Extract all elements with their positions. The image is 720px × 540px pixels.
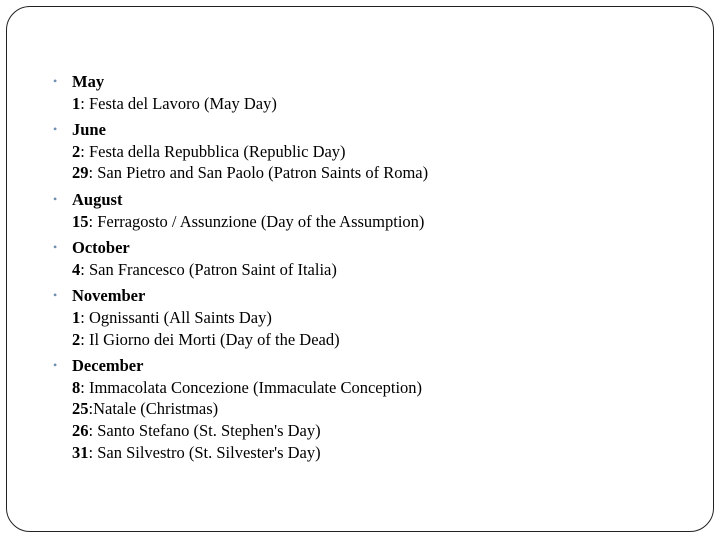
- slide-frame: [6, 6, 714, 532]
- holiday-description: : Il Giorno dei Morti (Day of the Dead): [80, 329, 340, 349]
- holiday-day: 1: [72, 307, 81, 327]
- bullet-icon: •: [53, 240, 58, 255]
- month-heading: November: [72, 286, 146, 306]
- holiday-day: 2: [72, 329, 81, 349]
- holiday-day: 4: [72, 259, 81, 279]
- month-november: [53, 285, 693, 350]
- holiday-day: 8: [72, 377, 81, 397]
- holiday-description: : Festa della Repubblica (Republic Day): [80, 141, 346, 161]
- holiday-description: : Santo Stefano (St. Stephen's Day): [88, 420, 321, 440]
- month-october: [53, 237, 693, 280]
- holiday-entry: [72, 259, 693, 281]
- holiday-description: : San Pietro and San Paolo (Patron Saints of Roma): [88, 163, 429, 183]
- holiday-description: : Festa del Lavoro (May Day): [80, 93, 277, 113]
- holiday-entry: [72, 307, 693, 329]
- holiday-day: 2: [72, 141, 81, 161]
- holiday-description: : San Francesco (Patron Saint of Italia): [80, 259, 337, 279]
- bullet-icon: •: [53, 122, 58, 137]
- holiday-entry: [72, 329, 693, 351]
- holiday-entry: [72, 442, 693, 464]
- holiday-entry: [72, 141, 693, 163]
- holiday-description: : San Silvestro (St. Silvester's Day): [88, 442, 321, 462]
- bullet-icon: •: [53, 74, 58, 88]
- holiday-day: 31: [72, 442, 89, 462]
- month-december: [53, 355, 693, 463]
- month-heading: May: [72, 72, 105, 91]
- month-heading: August: [72, 189, 123, 209]
- bullet-icon: •: [53, 358, 58, 373]
- month-may: [53, 71, 693, 114]
- holiday-list: [53, 71, 693, 468]
- bullet-icon: •: [53, 191, 58, 206]
- holiday-entry: [72, 377, 693, 399]
- holiday-description: : Ognissanti (All Saints Day): [80, 307, 272, 327]
- holiday-entry: [72, 420, 693, 442]
- holiday-entry: [72, 93, 693, 115]
- month-heading: December: [72, 356, 144, 376]
- holiday-day: 29: [72, 163, 89, 183]
- holiday-entry: [72, 162, 693, 184]
- month-august: [53, 189, 693, 232]
- month-heading: October: [72, 238, 130, 258]
- month-heading: June: [72, 120, 106, 140]
- holiday-day: 15: [72, 211, 89, 231]
- bullet-icon: •: [53, 288, 58, 303]
- holiday-description: : Immacolata Concezione (Immaculate Conception): [80, 377, 423, 397]
- holiday-entry: [72, 211, 693, 233]
- holiday-day: 26: [72, 420, 89, 440]
- holiday-description: :Natale (Christmas): [88, 399, 219, 419]
- holiday-day: 1: [72, 93, 81, 113]
- holiday-entry: [72, 398, 693, 420]
- holiday-day: 25: [72, 399, 89, 419]
- month-june: [53, 119, 693, 184]
- holiday-description: : Ferragosto / Assunzione (Day of the Assumption): [88, 211, 425, 231]
